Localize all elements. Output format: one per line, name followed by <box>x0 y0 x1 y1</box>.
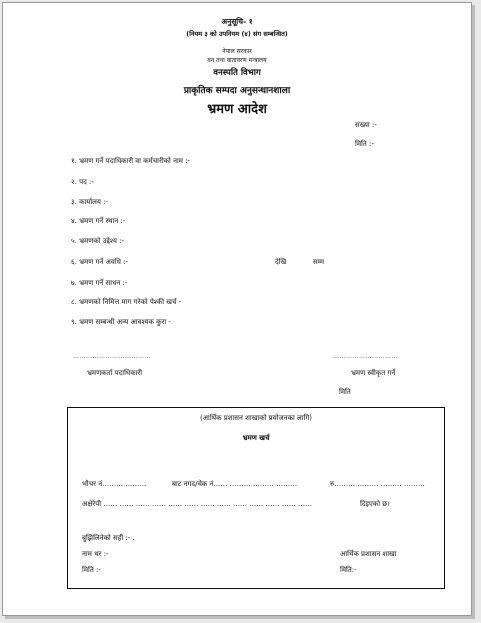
item-advance: ८. भ्रमणको निमित्त माग गरेको पेश्की खर्च - <box>71 298 182 306</box>
item-post: २. पद :- <box>71 178 94 186</box>
period-to-label: सम्म <box>313 258 325 266</box>
receiver-date-label: मिति :- <box>82 566 101 574</box>
document-page <box>2 2 472 616</box>
ministry-name: वन तथा वातावरण मन्त्रालय <box>207 57 267 64</box>
item-traveler-name: १. भ्रमण गर्ने पदाधिकारी वा कर्मचारीको नाम :- <box>71 157 191 165</box>
department-name: वनस्पति विभाग <box>213 68 261 78</box>
receiver-signature-label: बुझिलिनेको सही :- . <box>82 534 135 542</box>
finance-section-label: आर्थिक प्रशासन शाखा <box>340 550 397 558</box>
approver-date-label: मिति <box>339 388 351 396</box>
document-title: भ्रमण आदेश <box>207 102 267 117</box>
approver-signature-label: भ्रमण स्वीकृत गर्ने <box>351 369 396 377</box>
expense-box-title: भ्रमण खर्च <box>242 434 270 442</box>
number-field-label: संख्या :- <box>355 121 377 129</box>
item-transport: ७. भ्रमण गर्ने साधन :- <box>71 279 128 287</box>
item-place: ४. भ्रमण गर्ने स्थान :- <box>71 217 126 225</box>
amount-given-label: दिइएको छ। <box>360 500 390 508</box>
item-office: ३. कार्यालय :- <box>71 198 109 206</box>
item-period: ६. भ्रमण गर्ने अवधि :- <box>71 258 129 266</box>
traveler-signature-line: ……………………………… <box>73 353 151 360</box>
amount-field: रु……… ……… ……… ……… <box>330 480 425 488</box>
item-purpose: ५. भ्रमणको उद्देश्य :- <box>71 237 125 245</box>
amount-in-words-field: अक्षेरेपी …… …… …… …… …… …… …… …… …… …… …… …… …… <box>82 500 312 508</box>
laboratory-name: प्राकृतिक सम्पदा अनुसन्धानशाला <box>183 86 291 96</box>
period-from-label: देखि <box>275 258 287 266</box>
date-field-label: मिति :- <box>355 140 374 148</box>
rule-reference: (नियम ३ को उपनियम (४) संग सम्बन्धित) <box>186 30 288 38</box>
receiver-name-label: नाम थर :- <box>82 550 109 558</box>
item-other: ९. भ्रमण सम्बन्धी अन्य आवश्यक कुरा - <box>71 318 171 326</box>
approver-signature-line: ………………………… <box>333 353 398 360</box>
voucher-number-field: भौचर नं……… ……… <box>82 480 147 488</box>
traveler-signature-label: भ्रमणकर्ता पदाधिकारी <box>87 369 143 377</box>
annex-label: अनुसूचि- १ <box>221 17 253 26</box>
expense-box <box>67 407 445 589</box>
finance-date-label: मिति:- <box>340 566 357 574</box>
government-name: नेपाल सरकार <box>222 48 252 55</box>
cash-cheque-field: बाट नगद/चेक नं…… ……… ……… ……… <box>172 480 298 488</box>
expense-box-heading: (आर्थिक प्रशासन शाखाको प्रयोजनका लागि) <box>199 414 313 422</box>
